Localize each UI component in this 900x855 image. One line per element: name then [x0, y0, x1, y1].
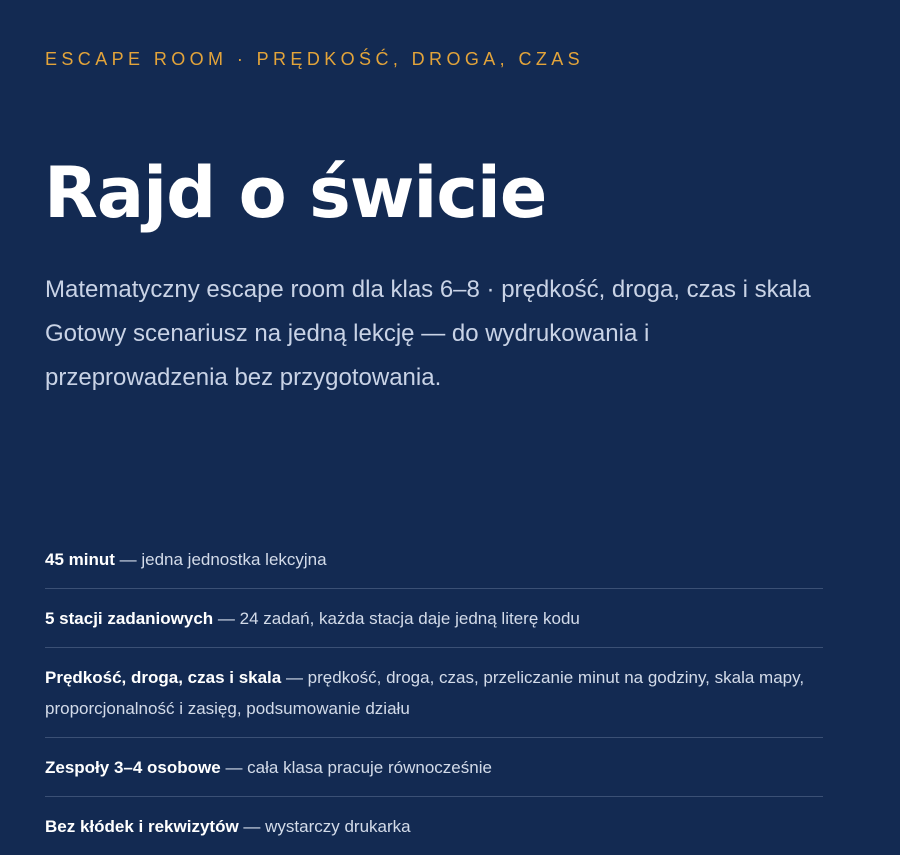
- feature-item-teams: [45, 738, 823, 797]
- feature-description: — 24 zadań, każda stacja daje jedną literę kodu: [213, 609, 580, 628]
- feature-item-stations: [45, 589, 823, 648]
- feature-title: Zespoły 3–4 osobowe: [45, 758, 221, 777]
- subtitle-line-2: Gotowy scenariusz na jedną lekcję — do wydrukowania i przeprowadzenia bez przygotowania.: [45, 320, 650, 391]
- page-title: Rajd o świcie: [44, 152, 547, 234]
- page-subtitle: [45, 268, 815, 400]
- feature-description: — wystarczy drukarka: [238, 817, 411, 836]
- feature-description: — prędkość, droga, czas, przeliczanie minut na godziny, skala mapy, proporcjonalność i zasięg, podsumowanie działu: [45, 668, 805, 718]
- eyebrow-label: ESCAPE ROOM · PRĘDKOŚĆ, DROGA, CZAS: [45, 49, 585, 69]
- subtitle-line-1: Matematyczny escape room dla klas 6–8 · prędkość, droga, czas i skala: [45, 276, 811, 303]
- feature-item-topics: [45, 648, 823, 738]
- feature-title: 45 minut: [45, 550, 115, 569]
- feature-title: 5 stacji zadaniowych: [45, 609, 214, 628]
- feature-title: Prędkość, droga, czas i skala: [45, 668, 282, 687]
- feature-list: [45, 530, 823, 855]
- feature-item-duration: [45, 530, 823, 589]
- feature-item-no-props: [45, 797, 823, 855]
- feature-description: — cała klasa pracuje równocześnie: [220, 758, 492, 777]
- feature-description: — jedna jednostka lekcyjna: [114, 550, 327, 569]
- feature-title: Bez kłódek i rekwizytów: [45, 817, 239, 836]
